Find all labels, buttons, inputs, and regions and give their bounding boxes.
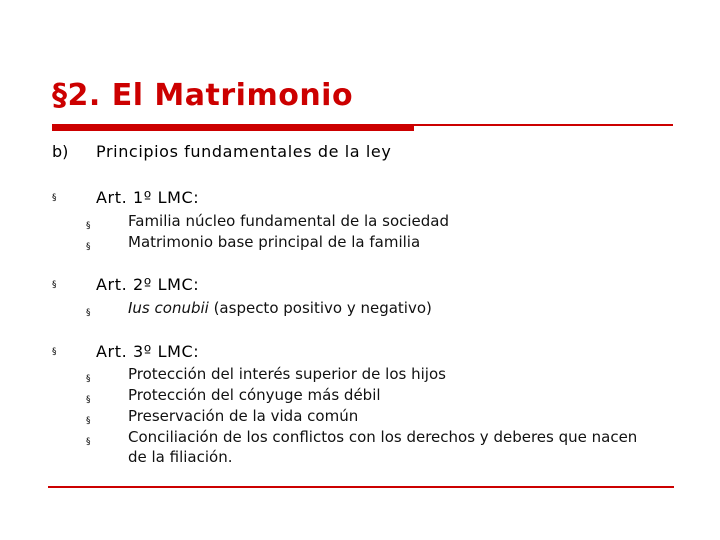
bullet-icon: § — [86, 308, 91, 318]
term-description: (aspecto positivo y negativo) — [208, 299, 432, 317]
page-title: §2. El Matrimonio — [52, 78, 354, 113]
bullet-icon: § — [86, 395, 91, 405]
bullet-icon: § — [86, 416, 91, 426]
bullet-icon: § — [86, 221, 91, 231]
article-1-heading: Art. 1º LMC: — [96, 188, 200, 207]
bullet-icon: § — [86, 437, 91, 447]
list-item-text: Conciliación de los conflictos con los derechos y deberes que nacen de la filiación. — [128, 428, 638, 466]
section-heading: Principios fundamentales de la ley — [96, 142, 392, 161]
bullet-icon: § — [86, 242, 91, 252]
title-underline-thick — [52, 124, 414, 131]
list-item-text: Preservación de la vida común — [128, 407, 359, 425]
bullet-icon: § — [52, 193, 57, 203]
list-item-text: Protección del interés superior de los hijos — [128, 365, 446, 383]
list-item-text: Familia núcleo fundamental de la sociedad — [128, 212, 449, 230]
section-label: b) — [52, 142, 69, 161]
list-item-text: Matrimonio base principal de la familia — [128, 233, 421, 251]
bullet-icon: § — [86, 374, 91, 384]
list-item-text: Protección del cónyuge más débil — [128, 386, 381, 404]
bullet-icon: § — [52, 280, 57, 290]
article-3-heading: Art. 3º LMC: — [96, 342, 200, 361]
article-2-heading: Art. 2º LMC: — [96, 275, 200, 294]
list-item-text — [128, 298, 432, 318]
bullet-icon: § — [52, 347, 57, 357]
title-underline-thin — [414, 124, 673, 126]
footer-divider — [48, 486, 674, 488]
italic-term: Ius conubii — [128, 299, 209, 317]
